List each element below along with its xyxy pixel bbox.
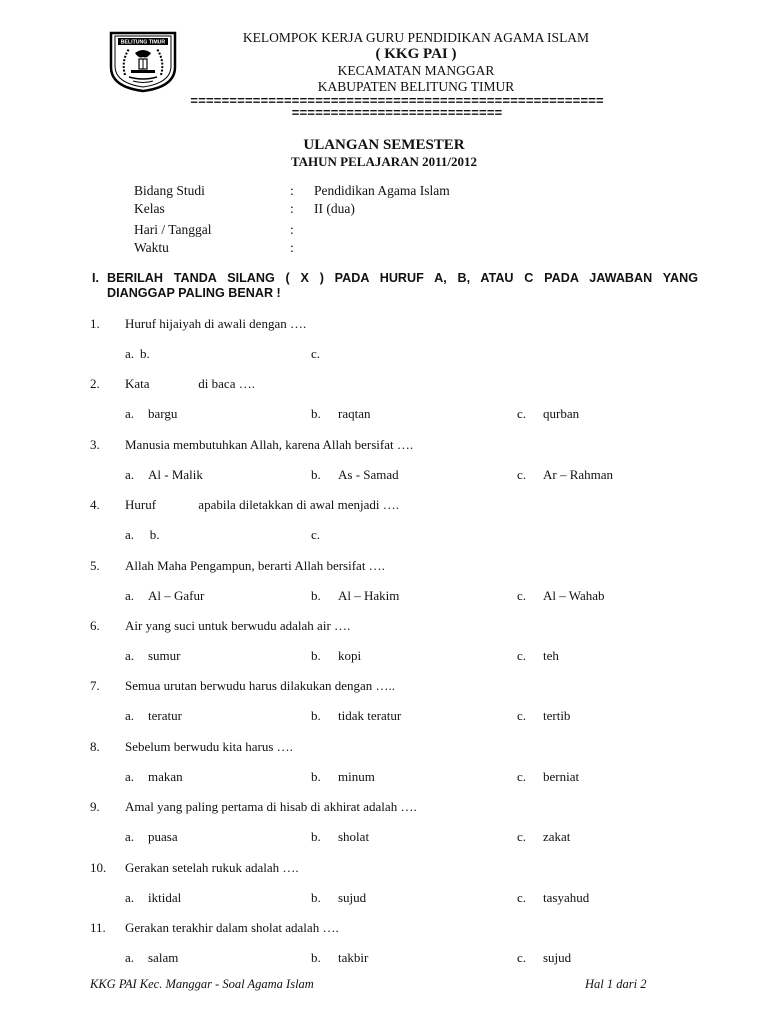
question-text: Amal yang paling pertama di hisab di akhirat adalah …. [125,799,417,814]
option-c-letter: c. [517,769,527,784]
option-c-letter: c. [517,708,527,723]
option-a-text[interactable]: sumur [148,648,181,663]
option-b-letter: b. [311,890,321,905]
option-b-letter: b. [311,829,321,844]
option-b-letter: b. [311,467,321,482]
question-text: Semua urutan berwudu harus dilakukan dengan ….. [125,678,396,693]
option-a-letter: a. [125,769,135,784]
option-b-text[interactable]: minum [338,769,375,784]
option-c-text[interactable]: berniat [543,769,580,784]
option-a-letter: a. [125,950,135,965]
header-rule-bottom: =========================== [291,106,503,121]
header-abbrev: ( KKG PAI ) [375,46,457,62]
section-instruction-line2: DIANGGAP PALING BENAR ! [107,286,281,300]
option-b-text[interactable]: takbir [338,950,369,965]
option-a-text[interactable]: teratur [148,708,182,723]
option-b-text[interactable]: kopi [338,648,362,663]
option-c-text[interactable]: sujud [543,950,572,965]
option-b-letter: b. [311,406,321,421]
option-a-text[interactable]: salam [148,950,179,965]
option-c-letter: c. [517,467,527,482]
section-instruction-line1: BERILAH TANDA SILANG ( X ) PADA HURUF A, B, ATAU C PADA JAWABAN YANG [107,271,698,285]
info-sep: : [290,240,294,255]
question-number: 5. [90,558,100,573]
option-c-text[interactable]: Al – Wahab [543,588,605,603]
info-label: Waktu [134,240,169,255]
option-c-letter: c. [517,950,527,965]
option-c-text[interactable]: zakat [543,829,571,844]
option-c-letter: c. [517,829,527,844]
option-c-text[interactable]: tertib [543,708,571,723]
svg-text:BELITUNG TIMUR: BELITUNG TIMUR [120,39,166,46]
option-a-letter: a. [125,708,135,723]
option-c-letter: c. [517,406,527,421]
question-number: 7. [90,678,100,693]
option-b-letter: b. [311,708,321,723]
info-sep: : [290,222,294,237]
option-b-letter: b. [311,588,321,603]
info-value: II (dua) [314,201,355,216]
info-sep: : [290,201,294,216]
option-b-text[interactable]: raqtan [338,406,371,421]
option-c-letter: c. [311,527,321,542]
info-label: Kelas [134,201,165,216]
question-number: 11. [90,920,106,935]
question-text: Gerakan setelah rukuk adalah …. [125,860,299,875]
question-number: 2. [90,376,100,391]
option-b-text[interactable]: sujud [338,890,367,905]
option-a-letter: a. [125,527,135,542]
question-number: 10. [90,860,107,875]
option-a-letter: a. [125,346,135,361]
option-b-letter: b. [311,950,321,965]
question-text: Kata di baca …. [125,376,255,391]
question-text: Air yang suci untuk berwudu adalah air …. [125,618,351,633]
option-a-text[interactable]: Al – Gafur [148,588,205,603]
option-a-text[interactable]: makan [148,769,183,784]
footer-page: Hal 1 dari 2 [585,977,647,991]
option-b-letter: b. [311,648,321,663]
option-a-letter: a. [125,890,135,905]
option-b-text[interactable]: sholat [338,829,370,844]
option-c-letter: c. [517,890,527,905]
option-c-text[interactable]: teh [543,648,559,663]
header-rule-top: ===================================================== [190,94,604,109]
option-b-text[interactable]: As - Samad [338,467,399,482]
question-text: Sebelum berwudu kita harus …. [125,739,293,754]
option-b-text[interactable]: Al – Hakim [338,588,400,603]
info-sep: : [290,183,294,198]
info-label: Hari / Tanggal [134,222,212,237]
question-number: 9. [90,799,100,814]
option-c-text[interactable]: qurban [543,406,580,421]
question-number: 6. [90,618,100,633]
option-b-letter: b. [311,769,321,784]
option-a-letter: a. [125,588,135,603]
question-text: Gerakan terakhir dalam sholat adalah …. [125,920,339,935]
question-text: Huruf apabila diletakkan di awal menjadi …. [125,497,400,512]
question-number: 1. [90,316,100,331]
exam-title: ULANGAN SEMESTER [303,137,465,153]
option-a-text[interactable]: Al - Malik [148,467,203,482]
info-value: Pendidikan Agama Islam [314,183,450,198]
header-district: KECAMATAN MANGGAR [337,63,495,78]
question-number: 3. [90,437,100,452]
option-c-text[interactable]: Ar – Rahman [543,467,614,482]
option-a-letter: a. [125,467,135,482]
info-label: Bidang Studi [134,183,205,198]
header-org: KELOMPOK KERJA GURU PENDIDIKAN AGAMA ISLAM [242,30,590,45]
footer-left: KKG PAI Kec. Manggar - Soal Agama Islam [90,977,314,991]
header-regency: KABUPATEN BELITUNG TIMUR [317,79,515,94]
option-a-text[interactable]: b. [140,346,150,361]
section-number: I. [92,271,99,285]
option-c-letter: c. [517,648,527,663]
question-text: Manusia membutuhkan Allah, karena Allah bersifat …. [125,437,414,452]
option-a-letter: a. [125,829,135,844]
option-a-text[interactable]: iktidal [148,890,182,905]
option-c-letter: c. [517,588,527,603]
question-text: Allah Maha Pengampun, berarti Allah bersifat …. [125,558,385,573]
question-number: 4. [90,497,100,512]
option-a-letter: a. [125,406,135,421]
option-a-letter: a. [125,648,135,663]
option-c-text[interactable]: tasyahud [543,890,590,905]
question-text: Huruf hijaiyah di awali dengan …. [125,316,307,331]
exam-year: TAHUN PELAJARAN 2011/2012 [290,154,478,169]
option-a-text[interactable]: puasa [148,829,178,844]
question-number: 8. [90,739,100,754]
option-b-text[interactable]: tidak teratur [338,708,402,723]
option-a-text[interactable]: bargu [148,406,178,421]
option-a-text[interactable]: b. [140,527,160,542]
option-c-letter: c. [311,346,321,361]
